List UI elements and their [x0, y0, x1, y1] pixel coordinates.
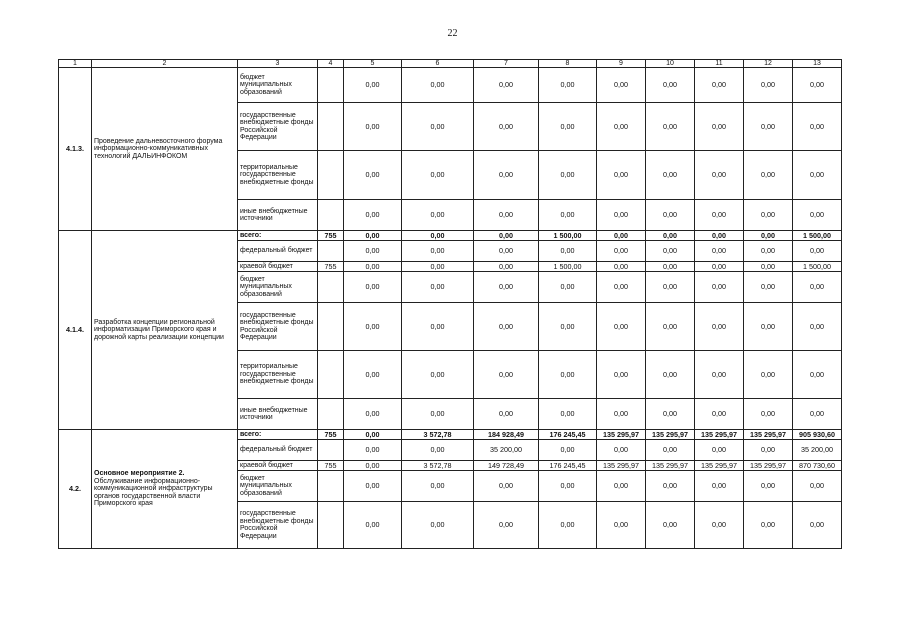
- value-cell: 0,00: [744, 200, 793, 231]
- value-cell: 0,00: [597, 200, 646, 231]
- budget-code: 755: [318, 262, 344, 272]
- value-cell: 0,00: [539, 471, 597, 502]
- budget-code: [318, 151, 344, 200]
- value-cell: 0,00: [344, 440, 402, 461]
- value-cell: 0,00: [344, 241, 402, 262]
- section-code: 4.1.3.: [59, 68, 92, 231]
- column-number-cell: 11: [695, 60, 744, 68]
- value-cell: 0,00: [344, 231, 402, 241]
- value-cell: 0,00: [744, 303, 793, 351]
- funding-source: краевой бюджет: [238, 461, 318, 471]
- budget-code: [318, 303, 344, 351]
- section-name: [92, 430, 238, 549]
- value-cell: 0,00: [539, 241, 597, 262]
- value-cell: 0,00: [344, 471, 402, 502]
- value-cell: 0,00: [793, 502, 842, 549]
- funding-source: государственные внебюджетные фонды Российской Федерации: [238, 502, 318, 549]
- value-cell: 0,00: [695, 303, 744, 351]
- funding-source: краевой бюджет: [238, 262, 318, 272]
- value-cell: 0,00: [402, 151, 474, 200]
- budget-code: [318, 471, 344, 502]
- value-cell: 149 728,49: [474, 461, 539, 471]
- value-cell: 0,00: [539, 303, 597, 351]
- value-cell: 0,00: [474, 241, 539, 262]
- value-cell: 0,00: [539, 502, 597, 549]
- value-cell: 0,00: [646, 241, 695, 262]
- value-cell: 135 295,97: [744, 461, 793, 471]
- value-cell: 0,00: [344, 303, 402, 351]
- value-cell: 0,00: [695, 471, 744, 502]
- value-cell: 0,00: [744, 151, 793, 200]
- budget-code: 755: [318, 461, 344, 471]
- value-cell: 176 245,45: [539, 430, 597, 440]
- budget-code: [318, 272, 344, 303]
- value-cell: 0,00: [539, 440, 597, 461]
- value-cell: 0,00: [597, 241, 646, 262]
- value-cell: 0,00: [695, 440, 744, 461]
- funding-source: территориальные государственные внебюджетные фонды: [238, 351, 318, 399]
- value-cell: 0,00: [597, 502, 646, 549]
- value-cell: 0,00: [695, 231, 744, 241]
- value-cell: 0,00: [695, 262, 744, 272]
- value-cell: 0,00: [402, 303, 474, 351]
- value-cell: 0,00: [402, 272, 474, 303]
- funding-source: иные внебюджетные источники: [238, 200, 318, 231]
- value-cell: 0,00: [793, 103, 842, 151]
- value-cell: 0,00: [646, 471, 695, 502]
- value-cell: 0,00: [646, 200, 695, 231]
- value-cell: 3 572,78: [402, 430, 474, 440]
- value-cell: 0,00: [344, 399, 402, 430]
- value-cell: 0,00: [402, 351, 474, 399]
- value-cell: 0,00: [793, 200, 842, 231]
- column-number-cell: 5: [344, 60, 402, 68]
- value-cell: 0,00: [695, 68, 744, 103]
- section-name-text: Обслуживание информационно-коммуникационной инфраструктуры органов государственной власти Приморского края: [94, 477, 213, 508]
- value-cell: 0,00: [793, 351, 842, 399]
- column-number-cell: 10: [646, 60, 695, 68]
- value-cell: 0,00: [793, 68, 842, 103]
- value-cell: 0,00: [402, 241, 474, 262]
- value-cell: 135 295,97: [597, 461, 646, 471]
- funding-source: территориальные государственные внебюджетные фонды: [238, 151, 318, 200]
- value-cell: 0,00: [793, 151, 842, 200]
- value-cell: 0,00: [474, 231, 539, 241]
- value-cell: 0,00: [744, 262, 793, 272]
- value-cell: 0,00: [793, 241, 842, 262]
- value-cell: 176 245,45: [539, 461, 597, 471]
- funding-source: всего:: [238, 231, 318, 241]
- section-name-text: Проведение дальневосточного форума информационно-коммуникативных технологий ДАЛЬИНФОКОМ: [94, 137, 223, 160]
- value-cell: 0,00: [539, 200, 597, 231]
- value-cell: 0,00: [597, 68, 646, 103]
- value-cell: 0,00: [597, 262, 646, 272]
- value-cell: 0,00: [744, 231, 793, 241]
- value-cell: 0,00: [474, 262, 539, 272]
- value-cell: 905 930,60: [793, 430, 842, 440]
- value-cell: 0,00: [597, 303, 646, 351]
- section-name-text: Разработка концепции региональной информатизации Приморского края и дорожной карты реализации концепции: [94, 318, 224, 341]
- value-cell: 0,00: [646, 502, 695, 549]
- value-cell: 0,00: [402, 440, 474, 461]
- value-cell: 0,00: [402, 103, 474, 151]
- value-cell: 0,00: [402, 471, 474, 502]
- value-cell: 0,00: [474, 351, 539, 399]
- table-row: [59, 68, 842, 103]
- value-cell: 35 200,00: [793, 440, 842, 461]
- value-cell: 0,00: [695, 151, 744, 200]
- value-cell: 0,00: [597, 399, 646, 430]
- funding-source: бюджет муниципальных образований: [238, 68, 318, 103]
- value-cell: 0,00: [793, 471, 842, 502]
- value-cell: 0,00: [344, 151, 402, 200]
- value-cell: 0,00: [695, 351, 744, 399]
- funding-source: иные внебюджетные источники: [238, 399, 318, 430]
- value-cell: 0,00: [344, 272, 402, 303]
- value-cell: 0,00: [402, 262, 474, 272]
- budget-table: [58, 59, 842, 549]
- value-cell: 0,00: [646, 351, 695, 399]
- table-row: [59, 231, 842, 241]
- table-row: [59, 430, 842, 440]
- value-cell: 0,00: [597, 151, 646, 200]
- value-cell: 0,00: [597, 351, 646, 399]
- value-cell: 135 295,97: [695, 430, 744, 440]
- value-cell: 0,00: [539, 151, 597, 200]
- value-cell: 1 500,00: [539, 231, 597, 241]
- value-cell: 0,00: [474, 502, 539, 549]
- column-number-cell: 2: [92, 60, 238, 68]
- section-code: 4.1.4.: [59, 231, 92, 430]
- value-cell: 0,00: [402, 231, 474, 241]
- budget-code: [318, 241, 344, 262]
- value-cell: 135 295,97: [597, 430, 646, 440]
- column-number-cell: 12: [744, 60, 793, 68]
- value-cell: 0,00: [695, 502, 744, 549]
- value-cell: 0,00: [695, 103, 744, 151]
- value-cell: 0,00: [474, 303, 539, 351]
- column-number-cell: 3: [238, 60, 318, 68]
- value-cell: 0,00: [695, 272, 744, 303]
- value-cell: 0,00: [539, 272, 597, 303]
- value-cell: 0,00: [474, 272, 539, 303]
- budget-code: [318, 440, 344, 461]
- value-cell: 0,00: [344, 430, 402, 440]
- value-cell: 870 730,60: [793, 461, 842, 471]
- value-cell: 0,00: [695, 241, 744, 262]
- value-cell: 35 200,00: [474, 440, 539, 461]
- budget-code: [318, 351, 344, 399]
- value-cell: 0,00: [344, 351, 402, 399]
- value-cell: 0,00: [402, 68, 474, 103]
- value-cell: 1 500,00: [793, 262, 842, 272]
- value-cell: 0,00: [646, 262, 695, 272]
- value-cell: 0,00: [344, 68, 402, 103]
- value-cell: 184 928,49: [474, 430, 539, 440]
- value-cell: 0,00: [402, 399, 474, 430]
- value-cell: 0,00: [539, 399, 597, 430]
- funding-source: федеральный бюджет: [238, 241, 318, 262]
- value-cell: 135 295,97: [744, 430, 793, 440]
- budget-code: [318, 103, 344, 151]
- value-cell: 0,00: [646, 272, 695, 303]
- budget-code: [318, 399, 344, 430]
- section-name: [92, 231, 238, 430]
- column-number-cell: 7: [474, 60, 539, 68]
- table-body: [59, 60, 842, 549]
- column-number-cell: 6: [402, 60, 474, 68]
- value-cell: 0,00: [597, 231, 646, 241]
- funding-source: всего:: [238, 430, 318, 440]
- column-number-cell: 9: [597, 60, 646, 68]
- column-number-cell: 1: [59, 60, 92, 68]
- value-cell: 0,00: [597, 272, 646, 303]
- section-name: [92, 68, 238, 231]
- budget-code: [318, 200, 344, 231]
- value-cell: 0,00: [344, 103, 402, 151]
- value-cell: 0,00: [474, 399, 539, 430]
- funding-source: бюджет муниципальных образований: [238, 471, 318, 502]
- value-cell: 0,00: [402, 502, 474, 549]
- value-cell: 0,00: [539, 68, 597, 103]
- value-cell: 0,00: [474, 103, 539, 151]
- funding-source: государственные внебюджетные фонды Российской Федерации: [238, 103, 318, 151]
- value-cell: 0,00: [597, 103, 646, 151]
- value-cell: 0,00: [744, 68, 793, 103]
- value-cell: 0,00: [539, 351, 597, 399]
- budget-code: [318, 68, 344, 103]
- value-cell: 0,00: [474, 471, 539, 502]
- value-cell: 0,00: [793, 399, 842, 430]
- value-cell: 0,00: [474, 151, 539, 200]
- column-number-cell: 8: [539, 60, 597, 68]
- value-cell: 3 572,78: [402, 461, 474, 471]
- column-number-cell: 13: [793, 60, 842, 68]
- value-cell: 1 500,00: [539, 262, 597, 272]
- value-cell: 0,00: [597, 471, 646, 502]
- header-row: [59, 60, 842, 68]
- page-number: 22: [447, 28, 458, 39]
- value-cell: 0,00: [646, 399, 695, 430]
- funding-source: государственные внебюджетные фонды Российской Федерации: [238, 303, 318, 351]
- value-cell: 135 295,97: [646, 430, 695, 440]
- section-name-title: Основное мероприятие 2.: [94, 470, 185, 478]
- value-cell: 0,00: [646, 151, 695, 200]
- value-cell: 0,00: [744, 502, 793, 549]
- value-cell: 0,00: [344, 200, 402, 231]
- value-cell: 0,00: [744, 272, 793, 303]
- value-cell: 0,00: [646, 103, 695, 151]
- value-cell: 0,00: [646, 68, 695, 103]
- value-cell: 135 295,97: [646, 461, 695, 471]
- value-cell: 0,00: [744, 351, 793, 399]
- budget-code: 755: [318, 231, 344, 241]
- value-cell: 0,00: [695, 200, 744, 231]
- value-cell: 0,00: [744, 471, 793, 502]
- section-code: 4.2.: [59, 430, 92, 549]
- value-cell: 0,00: [474, 68, 539, 103]
- value-cell: 0,00: [344, 262, 402, 272]
- value-cell: 1 500,00: [793, 231, 842, 241]
- value-cell: 0,00: [744, 399, 793, 430]
- value-cell: 0,00: [793, 272, 842, 303]
- budget-code: [318, 502, 344, 549]
- value-cell: 0,00: [402, 200, 474, 231]
- value-cell: 0,00: [646, 440, 695, 461]
- value-cell: 0,00: [793, 303, 842, 351]
- value-cell: 0,00: [744, 103, 793, 151]
- funding-source: федеральный бюджет: [238, 440, 318, 461]
- value-cell: 0,00: [744, 241, 793, 262]
- value-cell: 0,00: [646, 231, 695, 241]
- value-cell: 0,00: [474, 200, 539, 231]
- budget-code: 755: [318, 430, 344, 440]
- value-cell: 0,00: [344, 461, 402, 471]
- funding-source: бюджет муниципальных образований: [238, 272, 318, 303]
- value-cell: 0,00: [744, 440, 793, 461]
- value-cell: 0,00: [646, 303, 695, 351]
- value-cell: 0,00: [344, 502, 402, 549]
- value-cell: 135 295,97: [695, 461, 744, 471]
- value-cell: 0,00: [539, 103, 597, 151]
- value-cell: 0,00: [597, 440, 646, 461]
- value-cell: 0,00: [695, 399, 744, 430]
- column-number-cell: 4: [318, 60, 344, 68]
